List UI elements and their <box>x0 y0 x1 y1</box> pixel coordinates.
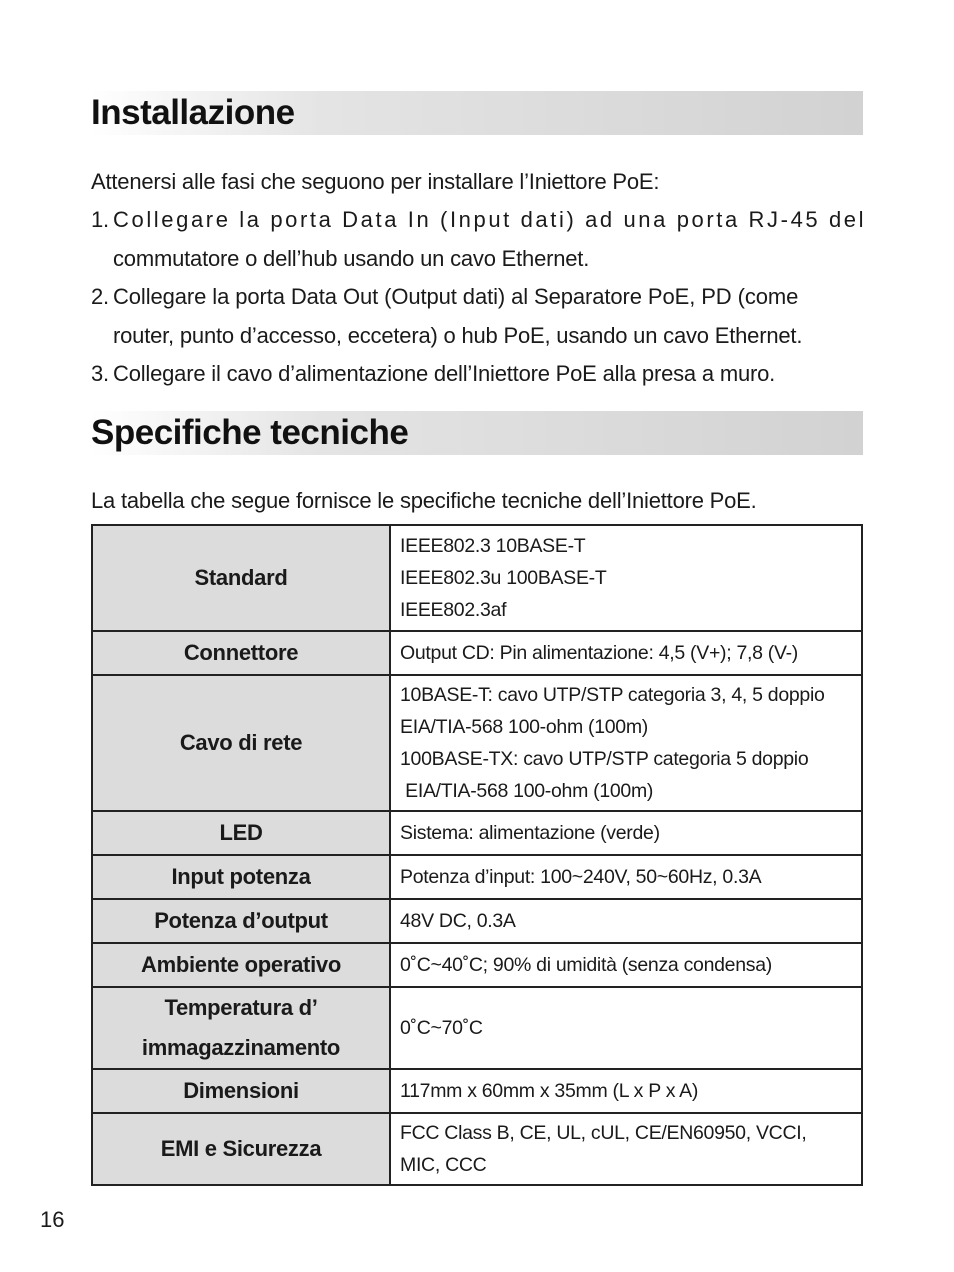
table-row <box>92 1113 862 1185</box>
spec-value <box>390 811 862 855</box>
spec-label <box>92 987 390 1069</box>
spec-value <box>390 631 862 675</box>
spec-label: Connettore <box>92 631 390 675</box>
spec-value <box>390 525 862 631</box>
spec-value-line: 0˚C~40˚C; 90% di umidità (senza condensa) <box>400 954 772 976</box>
spec-value-line: IEEE802.3 10BASE-T <box>400 535 586 557</box>
spec-label: Input potenza <box>92 855 390 899</box>
installation-header-bar <box>91 91 863 135</box>
spec-value <box>390 899 862 943</box>
spec-value-line: Potenza d’input: 100~240V, 50~60Hz, 0.3A <box>400 866 762 888</box>
spec-label: LED <box>92 811 390 855</box>
installation-steps <box>91 201 867 394</box>
step-text-line: router, punto d’accesso, eccetera) o hub PoE, usando un cavo Ethernet. <box>113 322 803 348</box>
specs-title: Specifiche tecniche <box>91 413 409 452</box>
step-text-line: Collegare la porta Data Out (Output dati) al Separatore PoE, PD (come <box>113 284 799 309</box>
installation-title: Installazione <box>91 93 295 132</box>
table-row <box>92 987 862 1069</box>
spec-value <box>390 943 862 987</box>
table-row <box>92 631 862 675</box>
table-row <box>92 1069 862 1113</box>
spec-value-line: IEEE802.3u 100BASE-T <box>400 567 607 589</box>
step-number: 2. <box>91 284 109 309</box>
spec-value-line: Output CD: Pin alimentazione: 4,5 (V+); 7,8 (V-) <box>400 642 798 664</box>
spec-label: Standard <box>92 525 390 631</box>
spec-value <box>390 855 862 899</box>
step-number: 3. <box>91 361 109 386</box>
table-row <box>92 675 862 811</box>
page-number: 16 <box>40 1207 65 1232</box>
spec-value-line: 100BASE-TX: cavo UTP/STP categoria 5 doppio <box>400 748 809 770</box>
spec-label: Dimensioni <box>92 1069 390 1113</box>
spec-value-line: 10BASE-T: cavo UTP/STP categoria 3, 4, 5 doppio <box>400 684 825 706</box>
specs-header-bar <box>91 411 863 455</box>
spec-value <box>390 675 862 811</box>
spec-value <box>390 987 862 1069</box>
spec-value-line: FCC Class B, CE, UL, cUL, CE/EN60950, VCCI, <box>400 1122 807 1144</box>
installation-step-3 <box>91 355 863 394</box>
spec-label: Cavo di rete <box>92 675 390 811</box>
spec-label: Ambiente operativo <box>92 943 390 987</box>
spec-value-line: EIA/TIA-568 100-ohm (100m) <box>400 716 648 738</box>
spec-value-line: MIC, CCC <box>400 1154 487 1176</box>
table-row <box>92 855 862 899</box>
spec-value-line: IEEE802.3af <box>400 599 507 621</box>
spec-label-line: Temperatura d’ <box>164 995 318 1020</box>
spec-label: EMI e Sicurezza <box>92 1113 390 1185</box>
spec-value-line: 48V DC, 0.3A <box>400 910 516 932</box>
table-row <box>92 525 862 631</box>
table-row <box>92 943 862 987</box>
spec-label-line: immagazzinamento <box>141 1035 341 1060</box>
spec-value <box>390 1069 862 1113</box>
specs-table <box>91 524 863 1186</box>
step-number: 1. <box>91 207 109 232</box>
step-text-line: Collegare la porta Data In (Input dati) ad una porta RJ-45 del <box>113 207 867 232</box>
spec-value-line: Sistema: alimentazione (verde) <box>400 822 660 844</box>
installation-intro: Attenersi alle fasi che seguono per installare l’Iniettore PoE: <box>91 169 660 194</box>
specs-intro: La tabella che segue fornisce le specifiche tecniche dell’Iniettore PoE. <box>91 488 757 513</box>
step-text-line: commutatore o dell’hub usando un cavo Ethernet. <box>113 245 590 271</box>
step-text-line: Collegare il cavo d’alimentazione dell’Iniettore PoE alla presa a muro. <box>113 361 776 386</box>
table-row <box>92 899 862 943</box>
spec-label: Potenza d’output <box>92 899 390 943</box>
table-row <box>92 811 862 855</box>
spec-value-line: EIA/TIA-568 100-ohm (100m) <box>400 780 654 802</box>
spec-value-line: 117mm x 60mm x 35mm (L x P x A) <box>400 1080 699 1102</box>
spec-value-line: 0˚C~70˚C <box>400 1017 483 1039</box>
installation-step-2 <box>91 278 863 355</box>
spec-value <box>390 1113 862 1185</box>
installation-step-1 <box>91 201 867 278</box>
